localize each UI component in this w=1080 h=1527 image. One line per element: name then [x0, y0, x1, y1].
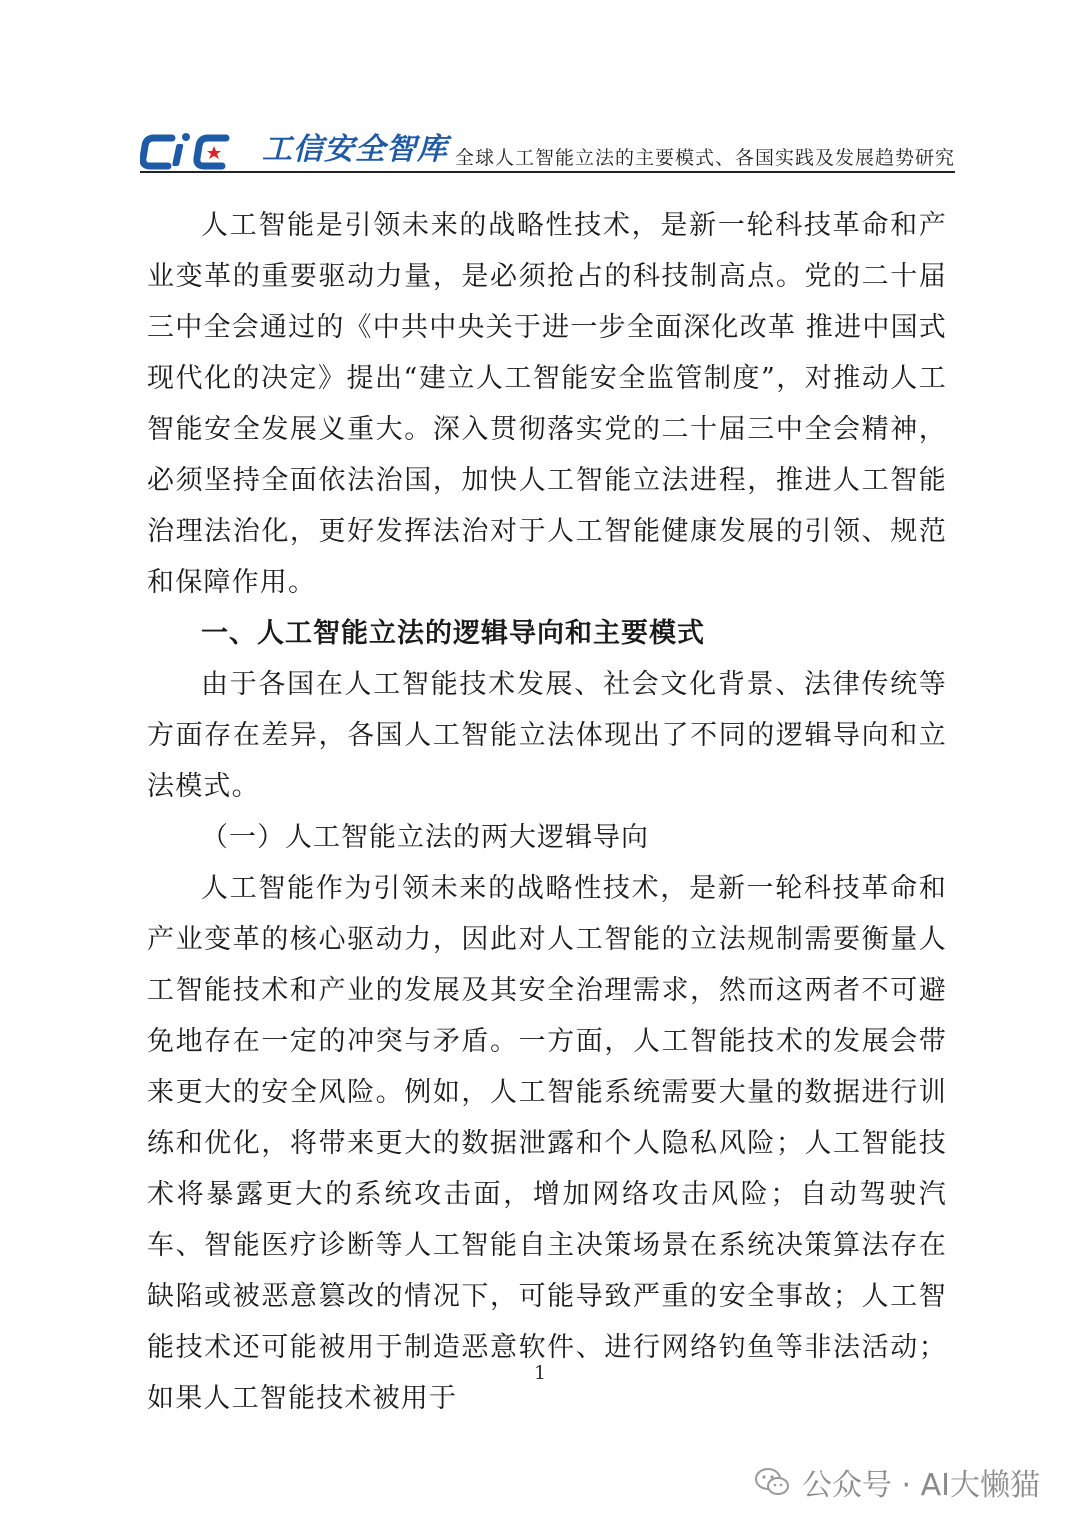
document-body [147, 200, 947, 1424]
section-heading: 一、人工智能立法的逻辑导向和主要模式 [201, 618, 705, 649]
watermark [754, 1460, 1040, 1504]
cic-logo-mark [140, 128, 260, 172]
subsection-heading: （一）人工智能立法的两大逻辑导向 [201, 822, 649, 853]
paragraph-subsection: 人工智能作为引领未来的战略性技术，是新一轮科技革命和产业变革的核心驱动力，因此对人工智能的立法规制需要衡量人工智能技术和产业的发展及其安全治理需求，然而这两者不可避免地存在一定的冲突与矛盾。一方面，人工智能技术的发展会带来更大的安全风险。例如，人工智能系统需要大量的数据进行训练和优化，将带来更大的数据泄露和个人隐私风险；人工智能技术将暴露更大的系统攻击面，增加网络攻击风险；自动驾驶汽车、智能医疗诊断等人工智能自主决策场景在系统决策算法存在缺陷或被恶意篡改的情况下，可能导致严重的安全事故；人工智能技术还可能被用于制造恶意软件、进行网络钓鱼等非法活动；如果人工智能技术被用于 [147, 873, 947, 1414]
page-number: 1 [533, 1362, 547, 1384]
page-header [140, 128, 955, 174]
header-divider [140, 171, 955, 173]
wechat-icon [754, 1467, 790, 1497]
report-title: 全球人工智能立法的主要模式、各国实践及发展趋势研究 [454, 147, 955, 169]
paragraph-section-intro: 由于各国在人工智能技术发展、社会文化背景、法律传统等方面存在差异，各国人工智能立法体现出了不同的逻辑导向和立法模式。 [147, 669, 947, 802]
watermark-text: 公众号 · AI大懒猫 [802, 1468, 1040, 1503]
logo-text: 工信安全智库 [262, 132, 448, 167]
logo [140, 128, 448, 172]
paragraph-intro: 人工智能是引领未来的战略性技术，是新一轮科技革命和产业变革的重要驱动力量，是必须抢占的科技制高点。党的二十届三中全会通过的《中共中央关于进一步全面深化改革 推进中国式现代化的决定》提出“建立人工智能安全监管制度”，对推动人工智能安全发展义重大。深入贯彻落实党的二十届三中全会精神，必须坚持全面依法治国，加快人工智能立法进程，推进人工智能治理法治化，更好发挥法治对于人工智能健康发展的引领、规范和保障作用。 [147, 210, 947, 598]
